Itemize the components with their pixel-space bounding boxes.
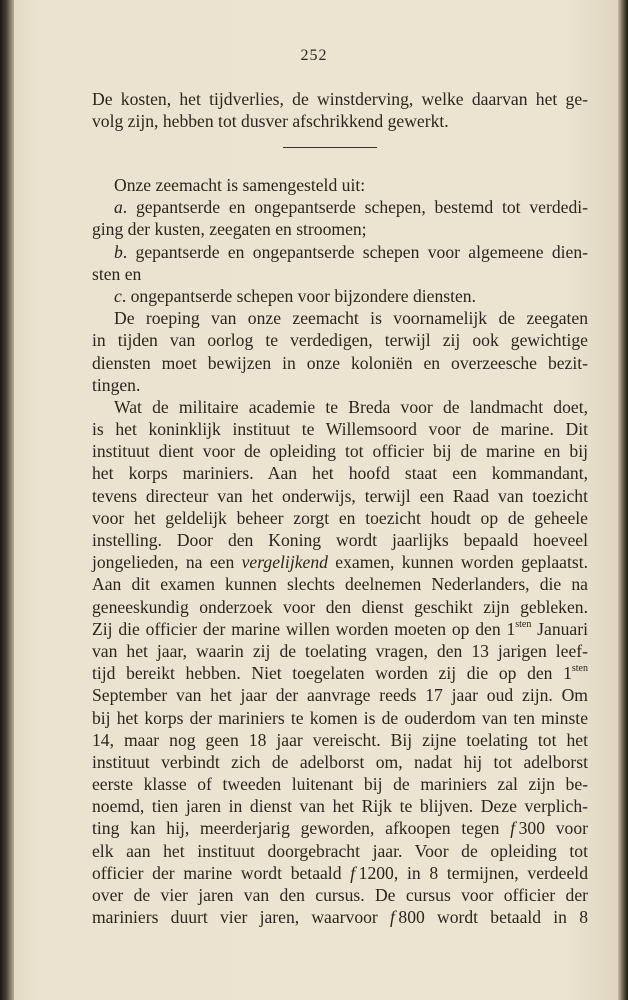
text-line: voor het geldelijk beheer zorgt en toezicht houdt op de geheele [92,507,588,528]
text-line: De kosten, het tijdverlies, de winstderving, welke daarvan het ge- [92,89,588,109]
text-line: instituut verbindt zich de adelborst om, nadat hij tot adelborst [92,751,588,772]
text-line: elk aan het instituut doorgebracht jaar. Voor de opleiding tot [92,840,588,861]
body-text [92,174,588,928]
section-divider [283,147,377,148]
text-line: 14, maar nog geen 18 jaar vereischt. Bij zijne toelating tot het [92,729,588,750]
text-line: instituut dient voor de opleiding tot officier bij de marine en bij [92,441,588,462]
text-line: noemd, tien jaren in dienst van het Rijk te blijven. Deze verplich- [92,796,588,817]
text-line: Wat de militaire academie te Breda voor de landmacht doet, [114,396,588,417]
text-line: b. gepantserde en ongepantserde schepen voor algemeene dien- [114,241,588,262]
page-binding-edge [0,0,14,1000]
text-line: mariniers duurt vier jaren, waarvoor f 800 wordt betaald in 8 [92,907,588,928]
text-line: over de vier jaren van den cursus. De cursus voor officier der [92,885,588,905]
text-line: tevens directeur van het onderwijs, terwijl een Raad van toezicht [92,485,588,506]
text-line: in tijden van oorlog te verdedigen, terwijl zij ook gewichtige [92,330,588,351]
text-line: jongelieden, na een vergelijkend examen, kunnen worden geplaatst. [92,552,589,573]
text-line: eerste klasse of tweeden luitenant bij de mariniers zal zijn be- [92,774,588,795]
page-number: 252 [300,47,328,64]
text-line: Zij die officier der marine willen worden moeten op den $1^{sten}$ Januari [92,618,588,639]
text-line: Onze zeemacht is samengesteld uit: [114,175,366,195]
text-line: a. gepantserde en ongepantserde schepen, bestemd tot verdedi- [114,197,588,218]
text-line: c. ongepantserde schepen voor bijzondere diensten. [114,285,477,306]
text-line: Aan dit examen kunnen slechts deelnemen Nederlanders, die na [92,574,588,595]
text-line: sten en [92,263,142,284]
text-line: ging der kusten, zeegaten en stroomen; [92,219,367,240]
text-line: tingen. [92,374,141,395]
text-line: geneeskundig onderzoek voor den dienst geschikt zijn gebleken. [92,596,588,617]
page-outer-edge [618,0,628,1000]
text-line: De roeping van onze zeemacht is voornamelijk de zeegaten [114,308,588,329]
text-line: van het jaar, waarin zij de toelating vragen, den 13 jarigen leef- [92,640,588,661]
intro-paragraph [92,88,588,132]
text-line: tijd bereikt hebben. Niet toegelaten worden zij die op den $1^{sten}$ [92,663,588,684]
text-line: ting kan hij, meerderjarig geworden, afkoopen tegen f 300 voor [92,818,589,839]
text-line: officier der marine wordt betaald f 1200, in 8 termijnen, verdeeld [92,862,588,883]
text-line: volg zijn, hebben tot dusver afschrikkend gewerkt. [92,111,449,132]
text-line: het korps mariniers. Aan het hoofd staat een kommandant, [92,463,588,484]
text-line: bij het korps der mariniers te komen is de ouderdom van ten minste [92,707,588,728]
text-line: diensten moet bewijzen in onze koloniën en overzeesche bezit- [92,352,588,373]
text-line: September van het jaar der aanvrage reeds 17 jaar oud zijn. Om [92,685,588,706]
text-line: is het koninklijk instituut te Willemsoord voor de marine. Dit [92,419,588,440]
text-line: instelling. Door den Koning wordt jaarlijks bepaald hoeveel [92,530,588,550]
